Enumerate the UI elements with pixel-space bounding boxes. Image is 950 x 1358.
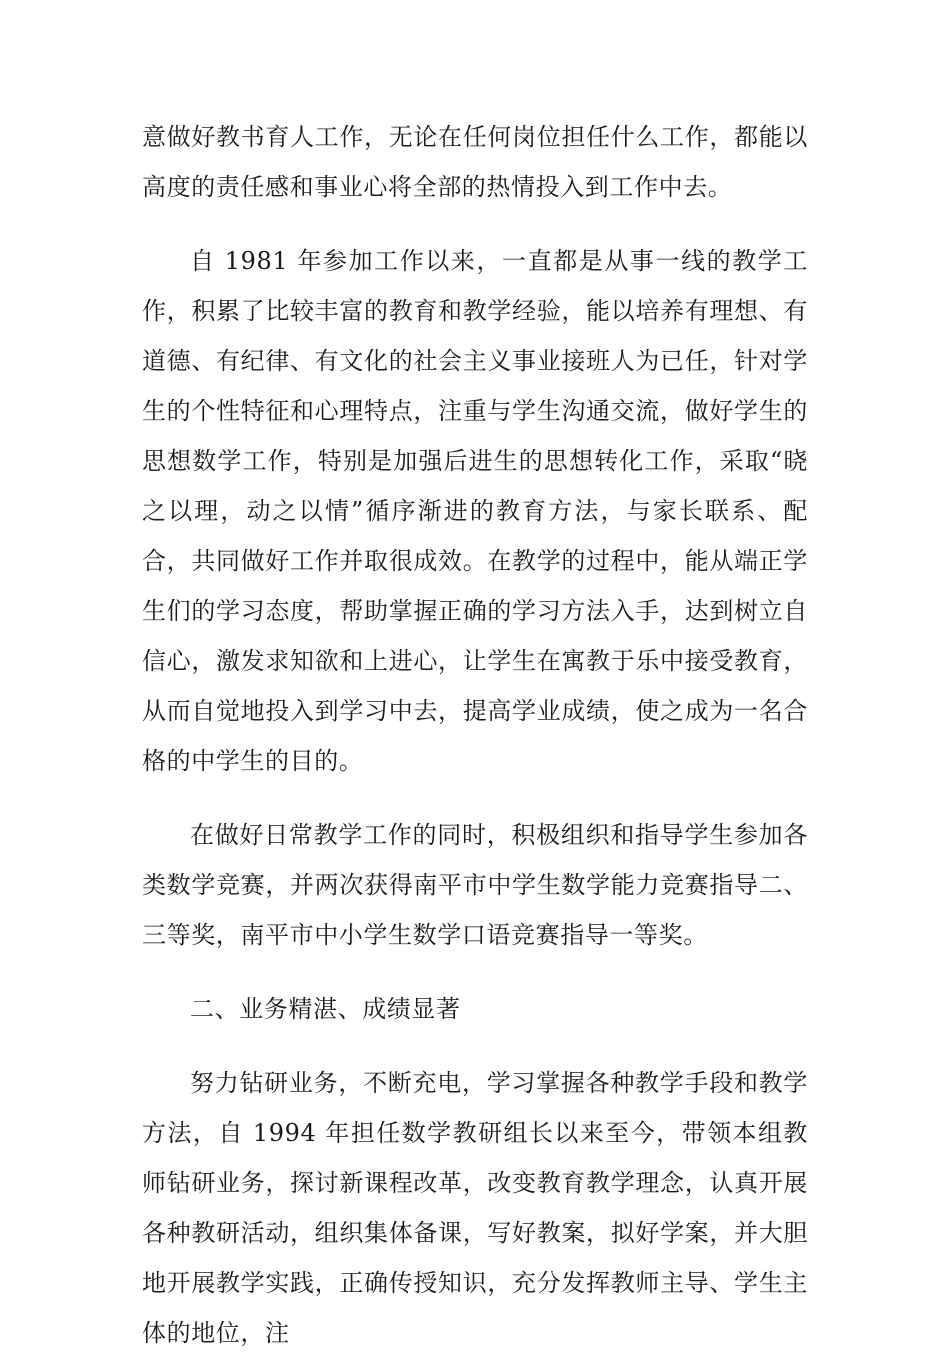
paragraph-continuation: 意做好教书育人工作，无论在任何岗位担任什么工作，都能以高度的责任感和事业心将全部的热情投入到工作中去。 <box>142 123 808 201</box>
paragraph-professional-work: 努力钻研业务，不断充电，学习掌握各种教学手段和教学方法，自 1994 年担任数学教研组长以来至今，带领本组教师钻研业务，探讨新课程改革，改变教育教学理念，认真开展各种教研活动，组织集体备课，写好教案，拟好学案，并大胆地开展教学实践，正确传授知识，充分发挥教师主导、学生主体的地位，注 <box>142 1069 808 1347</box>
section-heading: 二、业务精湛、成绩显著 <box>190 995 461 1023</box>
document-body <box>142 112 808 1358</box>
paragraph-teaching-experience: 自 1981 年参加工作以来，一直都是从事一线的教学工作，积累了比较丰富的教育和教学经验，能以培养有理想、有道德、有纪律、有文化的社会主义事业接班人为已任，针对学生的个性特征和心理特点，注重与学生沟通交流，做好学生的思想数学工作，特别是加强后进生的思想转化工作，采取“晓之以理，动之以情”循序渐进的教育方法，与家长联系、配合，共同做好工作并取很成效。在教学的过程中，能从端正学生们的学习态度，帮助掌握正确的学习方法入手，达到树立自信心，激发求知欲和上进心，让学生在寓教于乐中接受教育，从而自觉地投入到学习中去，提高学业成绩，使之成为一名合格的中学生的目的。 <box>142 247 808 775</box>
paragraph-competitions: 在做好日常教学工作的同时，积极组织和指导学生参加各类数学竞赛，并两次获得南平市中学生数学能力竞赛指导二、三等奖，南平市中小学生数学口语竞赛指导一等奖。 <box>142 821 808 949</box>
